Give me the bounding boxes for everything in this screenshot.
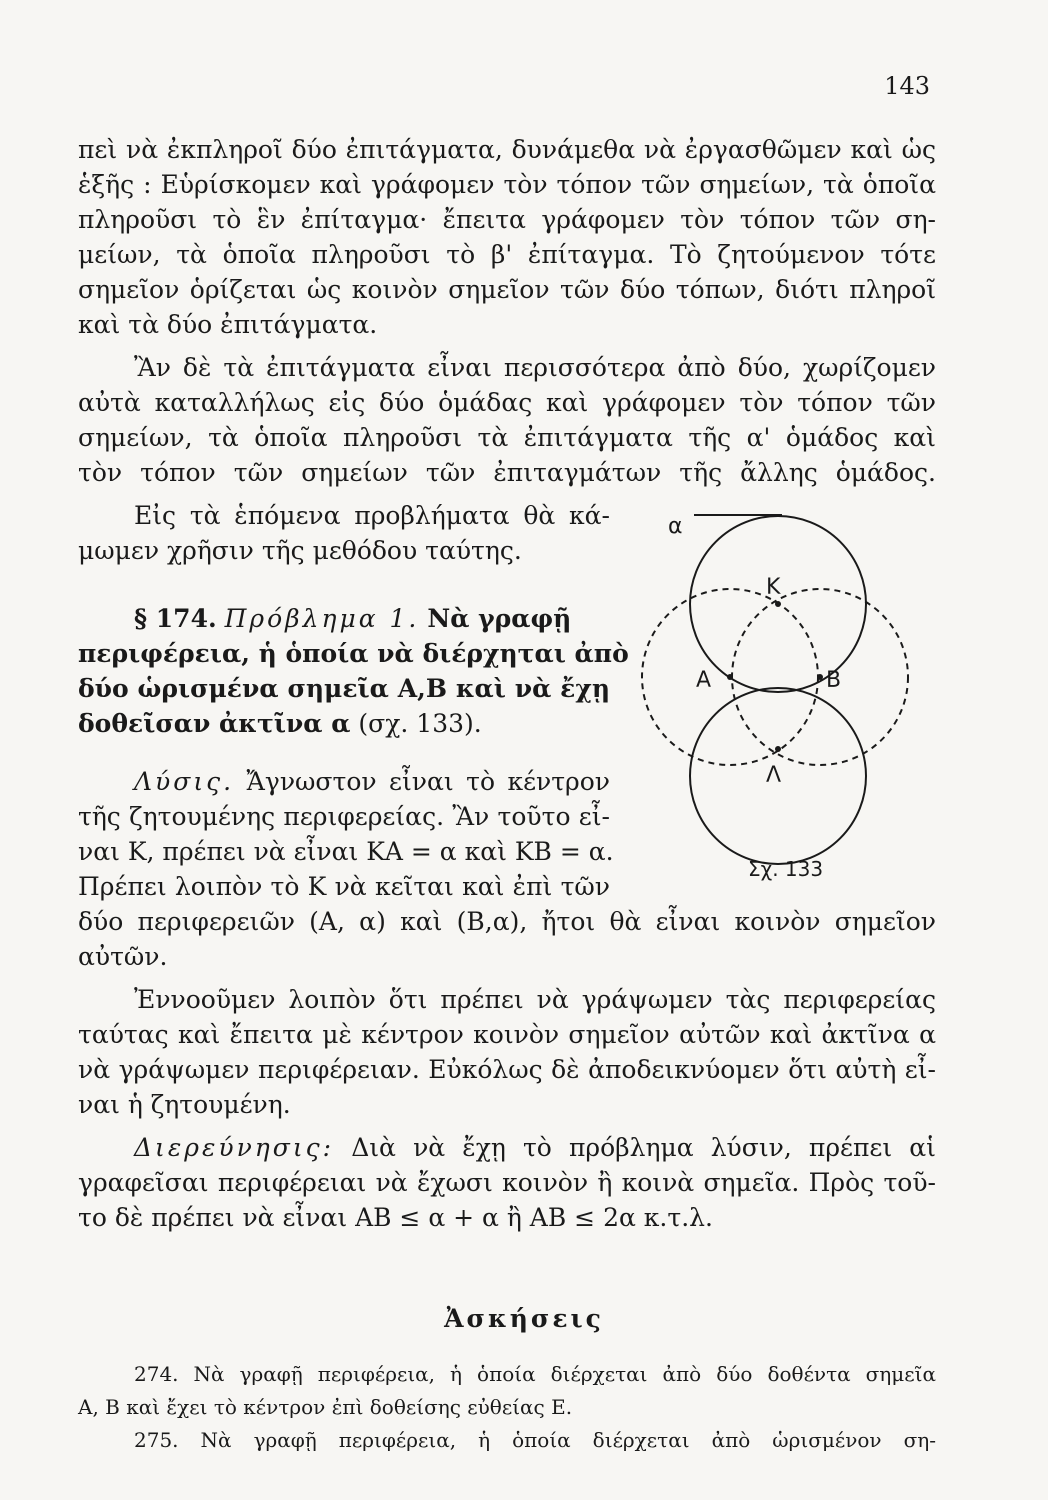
label-b: Β — [826, 668, 842, 693]
problem-text: δοθεῖσαν ἀκτῖνα α — [78, 709, 351, 738]
text-line: γραφεῖσαι περιφέρειαι νὰ ἔχωσι κοινὸν ἢ κοινὰ σημεῖα. Πρὸς τοῦ- — [78, 1168, 936, 1197]
figure-caption: Σχ. 133 — [748, 857, 824, 881]
text-line: πληροῦσι τὸ ἓν ἐπίταγμα· ἔπειτα γράφομεν τὸν τόπον τῶν ση- — [78, 205, 936, 234]
solution-text: Ἄγνωστον εἶναι τὸ κέντρον — [246, 767, 610, 796]
text-line: νὰ γράψωμεν περιφέρειαν. Εὐκόλως δὲ ἀποδεικνύομεν ὅτι αὐτὴ εἶ- — [78, 1055, 936, 1084]
solution-label: Λύσις. — [134, 767, 235, 796]
label-k: Κ — [766, 575, 781, 600]
text-line: ἑξῆς : Εὑρίσκομεν καὶ γράφομεν τὸν τόπον τῶν σημείων, τὰ ὁποῖα — [78, 170, 936, 199]
discussion-text: Διὰ νὰ ἔχῃ τὸ πρόβλημα λύσιν, πρέπει αἱ — [351, 1133, 936, 1162]
point-k — [775, 601, 781, 607]
text-line: ναι Κ, πρέπει νὰ εἶναι ΚΑ = α καὶ ΚΒ = α. — [78, 837, 614, 866]
text-line: ναι ἡ ζητουμένη. — [78, 1090, 291, 1119]
problem-text: περιφέρεια, ἡ ὁποία νὰ διέρχηται ἀπὸ — [78, 639, 629, 668]
problem-text: δύο ὡρισμένα σημεῖα Α,Β καὶ νὰ ἔχῃ — [78, 674, 610, 703]
text-line: αὐτὰ καταλλήλως εἰς δύο ὁμάδας καὶ γράφομεν τὸν τόπον τῶν — [78, 388, 936, 417]
discussion-line — [134, 1131, 936, 1164]
text-line: πεὶ νὰ ἐκπληροῖ δύο ἐπιτάγματα, δυνάμεθα νὰ ἐργασθῶμεν καὶ ὡς — [78, 135, 936, 164]
text-line: Πρέπει λοιπὸν τὸ Κ νὰ κεῖται καὶ ἐπὶ τῶν — [78, 872, 610, 901]
point-l — [775, 746, 781, 752]
section-number: § 174. — [134, 604, 217, 633]
figure-133 — [600, 500, 940, 900]
page-number: 143 — [884, 72, 930, 100]
text-line: καὶ τὰ δύο ἐπιτάγματα. — [78, 310, 378, 339]
text-line: δύο περιφερειῶν (Α, α) καὶ (Β,α), ἤτοι θὰ εἶναι κοινὸν σημεῖον — [78, 907, 936, 936]
text-line: αὐτῶν. — [78, 942, 168, 971]
label-l: Λ — [766, 763, 782, 788]
text-line: Εἰς τὰ ἑπόμενα προβλήματα θὰ κά- — [134, 501, 610, 530]
exercise-line: 274. Νὰ γραφῇ περιφέρεια, ἡ ὁποία διέρχεται ἀπὸ δύο δοθέντα σημεῖα — [134, 1362, 936, 1386]
text-line: Ἐννοοῦμεν λοιπὸν ὅτι πρέπει νὰ γράψωμεν τὰς περιφερείας — [134, 985, 936, 1014]
text-line: μείων, τὰ ὁποῖα πληροῦσι τὸ β' ἐπίταγμα. Τὸ ζητούμενον τότε — [78, 240, 936, 269]
text-line: ταύτας καὶ ἔπειτα μὲ κέντρον κοινὸν σημεῖον αὐτῶν καὶ ἀκτῖνα α — [78, 1020, 936, 1049]
section-title — [134, 602, 614, 635]
text-line: Ἂν δὲ τὰ ἐπιτάγματα εἶναι περισσότερα ἀπὸ δύο, χωρίζομεν — [134, 353, 936, 382]
figure-reference: (σχ. 133). — [358, 709, 482, 738]
text-line: μωμεν χρῆσιν τῆς μεθόδου ταύτης. — [78, 536, 522, 565]
solution-line — [134, 765, 610, 798]
point-b — [817, 674, 823, 680]
point-a — [727, 674, 733, 680]
exercise-line: 275. Νὰ γραφῇ περιφέρεια, ἡ ὁποία διέρχεται ἀπὸ ὡρισμένον ση- — [134, 1428, 936, 1452]
problem-text: Νὰ γραφῇ — [427, 604, 572, 633]
discussion-label: Διερεύνησις: — [134, 1133, 335, 1162]
label-a: Α — [696, 668, 712, 693]
text-line: σημείων, τὰ ὁποῖα πληροῦσι τὰ ἐπιτάγματα τῆς α' ὁμάδος καὶ — [78, 423, 936, 452]
problem-title: Πρόβλημα 1. — [224, 604, 420, 633]
segment-label: α — [668, 514, 683, 539]
problem-text-end — [78, 707, 610, 740]
exercise-line: Α, Β καὶ ἔχει τὸ κέντρον ἐπὶ δοθείσης εὐθείας Ε. — [78, 1395, 573, 1419]
text-line: τῆς ζητουμένης περιφερείας. Ἂν τοῦτο εἶ- — [78, 802, 610, 831]
text-line: το δὲ πρέπει νὰ εἶναι ΑΒ ≤ α + α ἢ ΑΒ ≤ 2α κ.τ.λ. — [78, 1203, 713, 1232]
text-line: σημεῖον ὁρίζεται ὡς κοινὸν σημεῖον τῶν δύο τόπων, διότι πληροῖ — [78, 275, 936, 304]
exercises-heading: Ἀσκήσεις — [444, 1304, 604, 1333]
text-line: τὸν τόπον τῶν σημείων τῶν ἐπιταγμάτων τῆς ἄλλης ὁμάδος. — [78, 458, 936, 487]
